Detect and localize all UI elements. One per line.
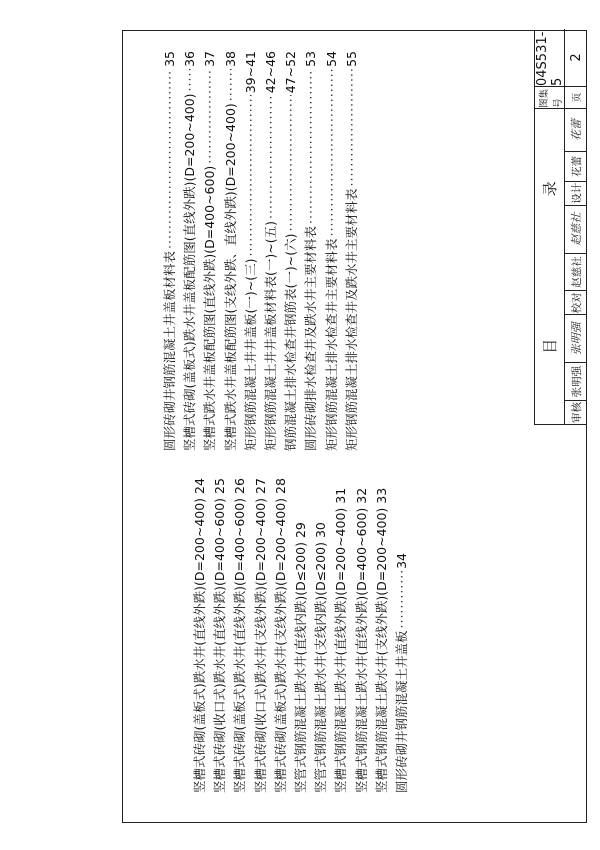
toc-entry: 圆形砖砌井钢筋混凝土井盖板材料表 ····· 35 — [160, 51, 180, 451]
review-name: 张明强 — [565, 362, 587, 400]
toc-entry: 竖槽式钢筋混凝土跌水井(直线外跌)(D=400~600) 32 — [353, 487, 369, 793]
toc-right-column — [160, 51, 362, 451]
toc-left-column — [190, 478, 412, 793]
design-name: 花蕾 — [565, 151, 587, 181]
toc-entry: 矩形钢筋混凝土井井盖板材料表(一)~(五) ····· 42~46 — [261, 51, 281, 451]
title-block-signature-row — [565, 108, 587, 424]
title-block-heading: 目 录 — [535, 108, 565, 424]
toc-entry: 钢筋混凝土排水检查井钢筋表(一)~(六) ····· 47~52 — [281, 51, 301, 451]
toc-entry: 矩形钢筋混凝土井井盖板(一)~(三) ····· 39~41 — [241, 51, 261, 451]
check-name: 赵慈社 — [565, 253, 587, 291]
toc-entry: 圆形砖砌井钢筋混凝土井盖板 ····· 34 — [392, 553, 412, 793]
design-label: 设计 — [565, 181, 587, 205]
toc-entry: 矩形钢筋混凝土排水检查井及跌水井主要材料表 ····· 55 — [342, 51, 362, 451]
atlas-number-label: 图集号 — [535, 86, 564, 108]
toc-entry: 圆形砖砌排水检查井及跌水井主要材料表 ····· 53 — [301, 51, 321, 451]
toc-entry: 竖槽式砖砌(收口式)跌水井(支线外跌)(D=200~400) 27 — [252, 478, 268, 793]
toc-entry: 竖槽式砖砌(盖板式)跌水井(直线外跌)(D=200~400) 24 — [192, 478, 207, 793]
page-label: 页 — [565, 86, 587, 108]
page-number: 2 — [568, 53, 584, 62]
atlas-number: 04S531-5 — [534, 31, 565, 86]
toc-entry: 竖管式钢筋混凝土跌水井(直线内跌)(D≤200) 29 — [292, 522, 308, 793]
toc-entry: 竖管式钢筋混凝土跌水井(支线内跌)(D≤200) 30 — [313, 522, 329, 793]
review-label: 审核 — [565, 400, 587, 424]
review-signature: 张明强 — [565, 314, 587, 362]
toc-entry: 竖槽式跌水井盖板配筋图(支线外跌、直线外跌)(D=200~400) ····· 38 — [221, 51, 241, 451]
toc-entry: 竖槽式砖砌(盖板式)跌水井(直线外跌)(D=400~600) 26 — [232, 478, 248, 793]
title-block-atlas-info — [535, 29, 587, 108]
toc-entry: 竖槽式砖砌(盖板式)跌水井盖板配筋图(直线外跌)(D=200~400) ····· 36 — [180, 51, 200, 451]
toc-entry: 竖槽式跌水井盖板配筋图(直线外跌)(D=400~600) ····· 37 — [200, 51, 220, 451]
toc-entry: 矩形钢筋混凝土排水检查井主要材料表 ····· 54 — [322, 51, 342, 451]
check-signature: 赵慈社 — [565, 205, 587, 253]
toc-entry: 竖槽式砖砌(盖板式)跌水井(支线外跌)(D=200~400) 28 — [272, 478, 288, 793]
check-label: 校对 — [565, 290, 587, 314]
rotated-content — [122, 30, 587, 823]
toc-entry: 竖槽式钢筋混凝土跌水井(直线外跌)(D=200~400) 31 — [333, 487, 349, 793]
title-block — [534, 30, 586, 425]
toc-entry: 竖槽式钢筋混凝土跌水井(支线外跌)(D=200~400) 33 — [373, 487, 389, 793]
design-signature: 花蕾 — [570, 118, 583, 141]
toc-entry: 竖槽式砖砌(收口式)跌水井(直线外跌)(D=400~600) 25 — [212, 478, 228, 793]
